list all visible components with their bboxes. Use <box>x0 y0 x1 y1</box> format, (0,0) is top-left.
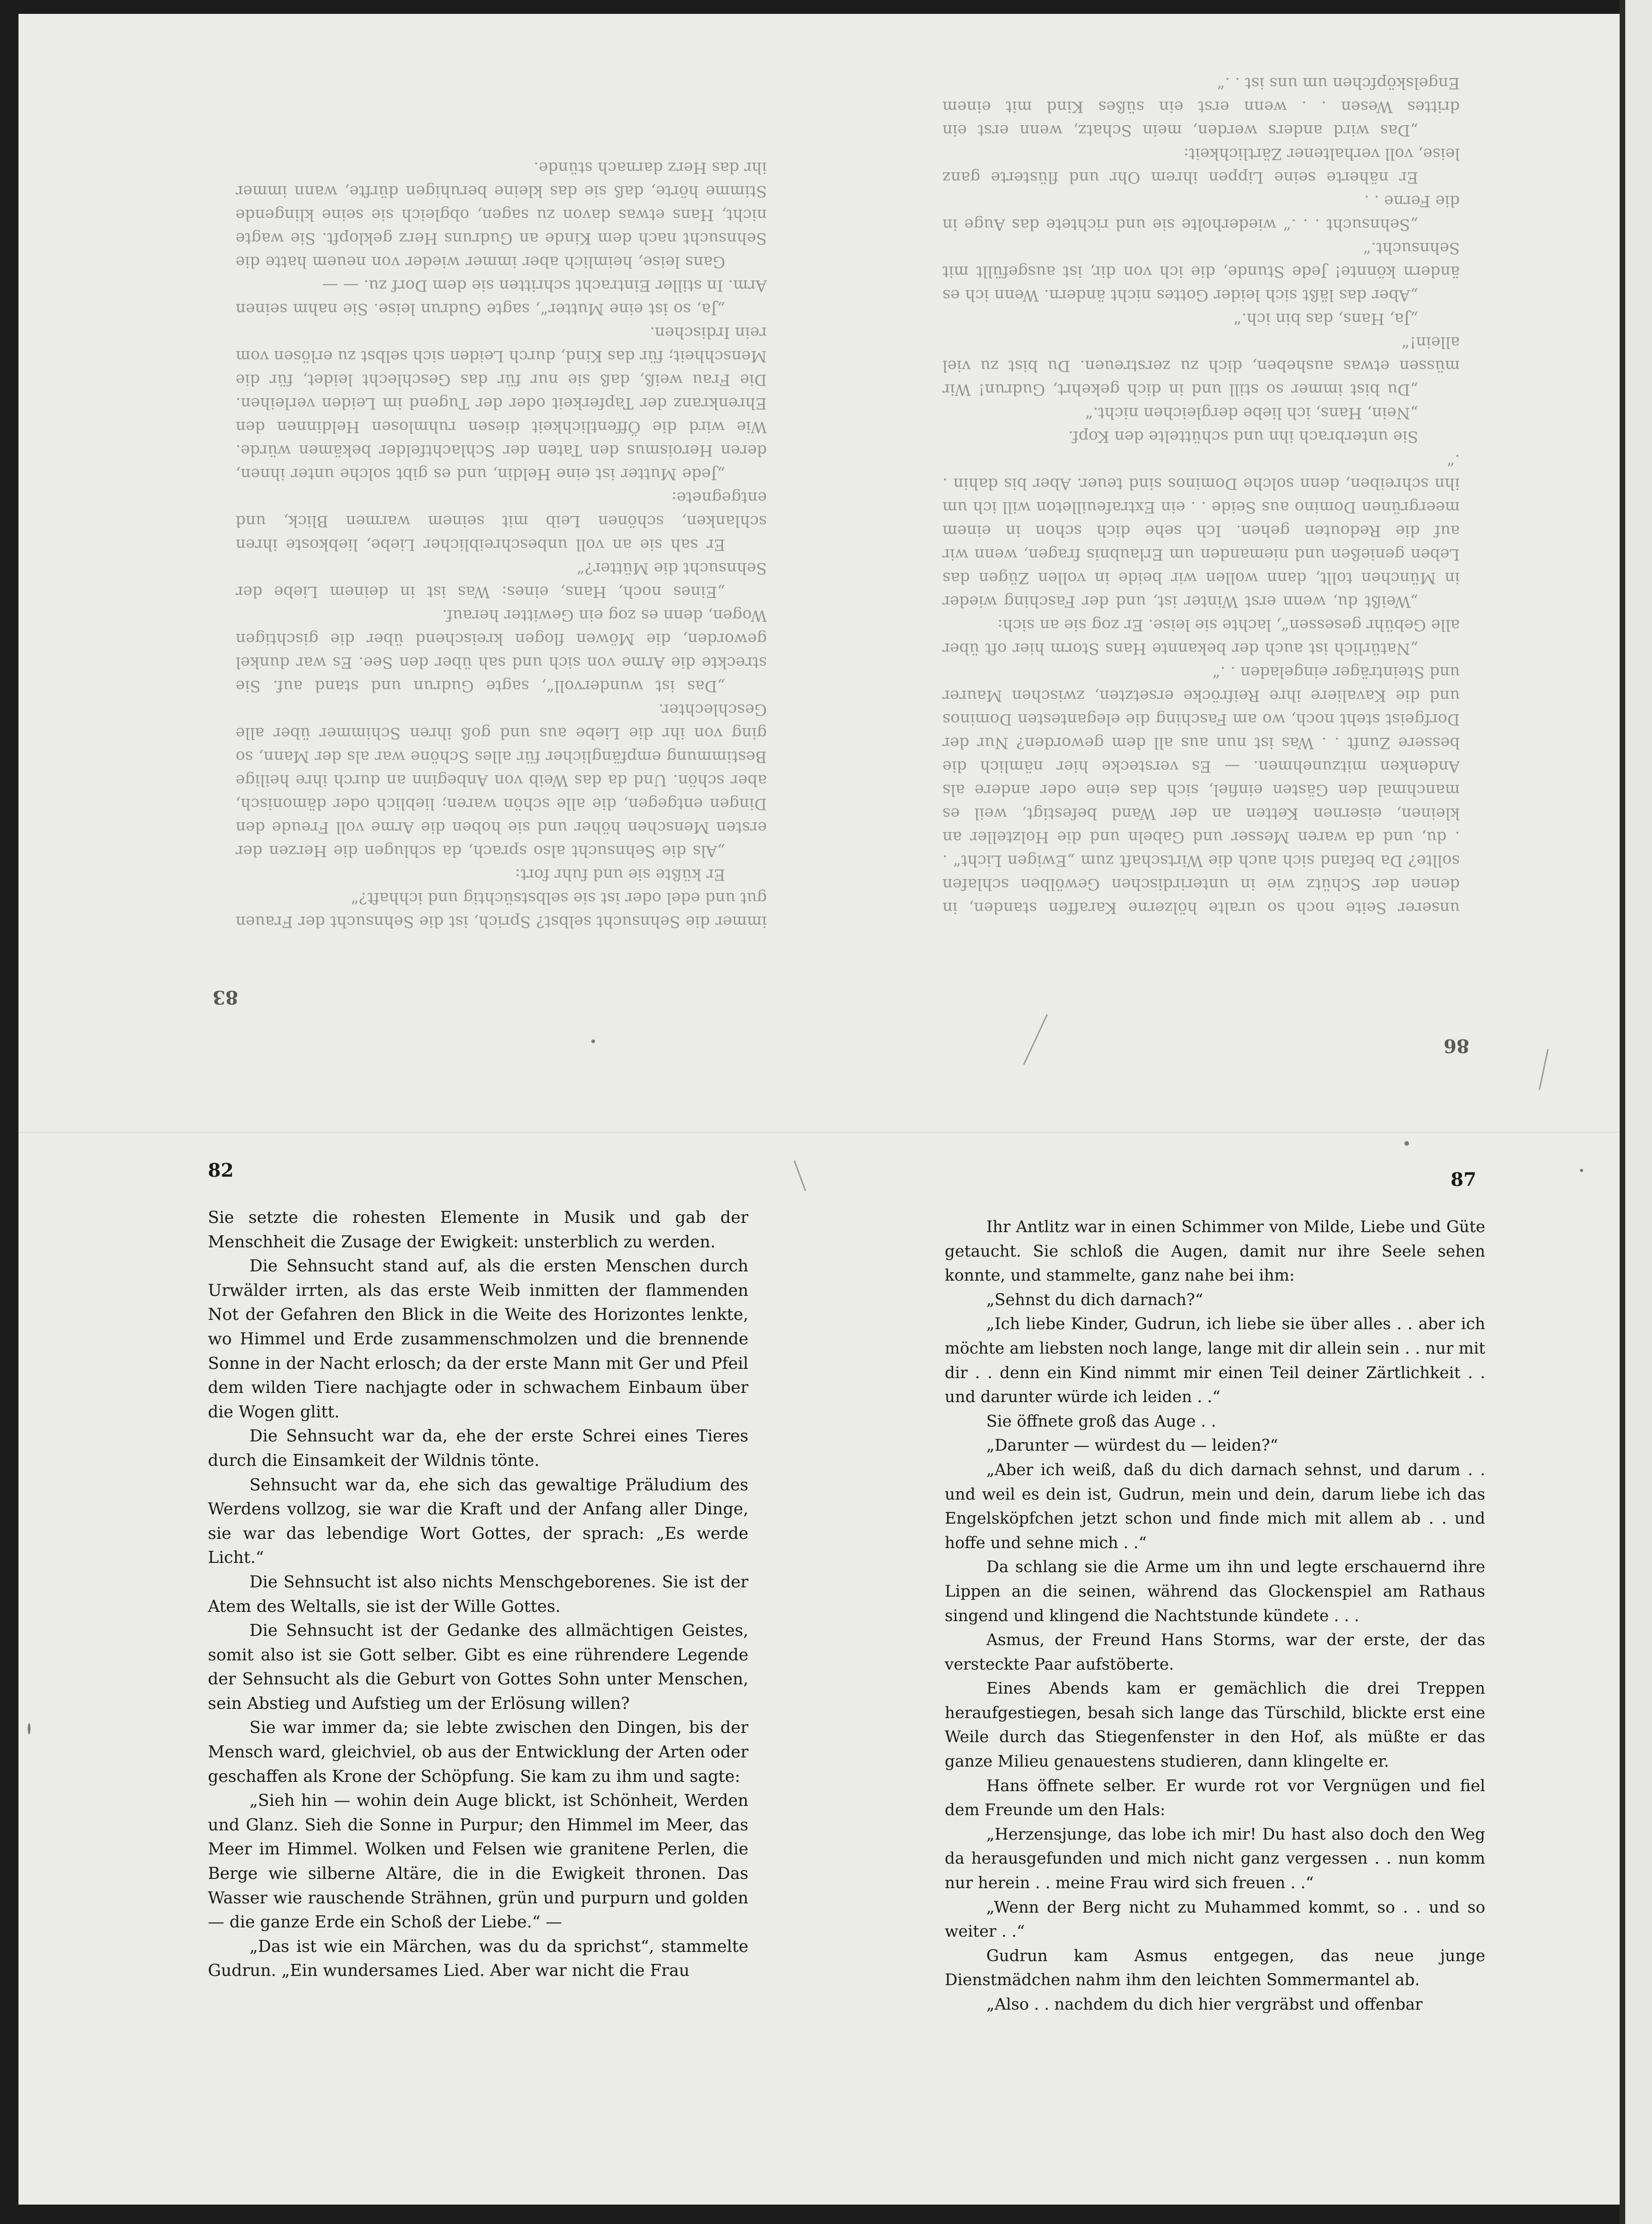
page-fold <box>18 1132 1620 1133</box>
paragraph: „Sehnst du dich darnach?“ <box>986 1290 1203 1309</box>
paragraph: Die Sehnsucht ist der Gedanke des allmächtigen Geistes, somit also ist sie Gott selber. Gibt es eine rührendere Legende der Sehnsucht als die Geburt von Gottes Sohn unter Menschen, sein Abstieg und Aufstieg um der Erlösung willen? <box>208 1621 748 1713</box>
scan-edge <box>1620 0 1652 2224</box>
scan-scratch <box>794 1161 806 1191</box>
lower-right-page <box>945 1215 1485 2139</box>
paragraph: „Als die Sehnsucht also sprach, da schlugen die Herzen der ersten Menschen höher und sie hoben die Arme voll Freude den Dingen entgegen, die alle schön waren; lieblich oder dämonisch, aber schön. Und da das Weib von Anbeginn an durch ihre heilige Bestimmung empfänglicher für alles Schöne war als der Mann, so ging von ihr die Liebe aus und goß ihren Schimmer über alle Geschlechter. <box>236 700 767 860</box>
lower-right-page-number: 87 <box>1451 1169 1476 1191</box>
paragraph: „Weißt du, wenn erst Winter ist, und der Fasching wieder in München tollt, dann wollen wir beide in vollen Zügen das Leben genießen und niemanden um Erlaubnis fragen, wenn wir auf die Redouten gehen. Ich sehe dich schon in einem meergrünen Domino aus Seide . . ein Extrafeuilleton will ich um ihn schreiben, denn solche Dominos sind teuer. Aber bis dahin . .“ <box>942 451 1460 611</box>
paragraph: „Natürlich ist auch der bekannte Hans Storm hier oft über alle Gebühr gesessen“, lachte sie leise. Er zog sie an sich: <box>942 616 1460 658</box>
paragraph: Er küßte sie und fuhr fort: <box>515 865 725 884</box>
lower-left-page <box>208 1206 748 2130</box>
paragraph: Ihr Antlitz war in einen Schimmer von Milde, Liebe und Güte getaucht. Sie schloß die Augen, damit nur ihre Seele sehen konnte, und stammelte, ganz nahe bei ihm: <box>945 1218 1485 1285</box>
paragraph: Die Sehnsucht ist also nichts Menschgeborenes. Sie ist der Atem des Weltalls, sie ist der Wille Gottes. <box>208 1572 748 1616</box>
paragraph: „Darunter — würdest du — leiden?“ <box>986 1436 1278 1455</box>
paragraph: „Jede Mutter ist eine Heldin, und es gibt solche unter ihnen, deren Heroismus den Taten der Schlachtfelder bekämen würde. Wie wird die Öffentlichkeit diesen ruhmlosen Heldinnen den Ehrenkranz der Tapferkeit oder der Tugend im Leiden verleihen. Die Frau weiß, daß sie nur für das Geschlecht leidet, für die Menschheit; für das Kind, durch Leiden sich selbst zu erlösen vom rein Irdischen. <box>236 323 767 483</box>
paragraph: „Das wird anders werden, mein Schatz, wenn erst ein drittes Wesen . . wenn erst ein süßes Kind mit einem Engelsköpfchen um uns ist . .“ <box>942 74 1460 140</box>
paragraph: Sehnsucht war da, ehe sich das gewaltige Präludium des Werdens vollzog, sie war die Kraft und der Anfang aller Dinge, sie war das lebendige Wort Gottes, der sprach: „Es werde Licht.“ <box>208 1475 748 1568</box>
paragraph: Hans öffnete selber. Er wurde rot vor Vergnügen und fiel dem Freunde um den Hals: <box>945 1776 1485 1820</box>
paragraph: „Also . . nachdem du dich hier vergräbst und offenbar <box>986 1995 1423 2014</box>
paragraph: unserer Seite noch so uralte hölzerne Karaffen standen, in denen der Schütz wie in unterirdischen Gewölben schlafen sollte? Da befand sich auch die Wirtschaft zum „Ewigen Licht“ . . du, und da waren Messer und Gabeln und die Holzteller an kleinen, eisernen Ketten an der Wand befestigt, weil es manchmal den Gästen einfiel, sich das eine oder andere als Andenken mitzunehmen. — Es verstecke hier nämlich die bessere Zunft . . Was ist nun aus all dem geworden? Nur der Dorfgeist steht noch, wo am Fasching die elegantesten Dominos und die Kavaliere ihre Reifröcke ersetzten, zwischen Maurer und Steinträger eingeladen . .“ <box>942 663 1460 917</box>
lower-left-page-number: 82 <box>208 1160 234 1181</box>
paragraph: „Du bist immer so still und in dich gekehrt, Gudrun! Wir müssen etwas ausheben, dich zu zerstreuen. Du bist zu viel allein!“ <box>942 333 1460 399</box>
paragraph: Sie setzte die rohesten Elemente in Musik und gab der Menschheit die Zusage der Ewigkeit: unsterblich zu werden. <box>208 1208 748 1252</box>
upper-left-page <box>942 74 1460 919</box>
paragraph: Sie war immer da; sie lebte zwischen den Dingen, bis der Mensch ward, gleichviel, ob aus der Entwicklung der Arten oder geschaffen als Krone der Schöpfung. Sie kam zu ihm und sagte: <box>208 1718 748 1786</box>
paragraph: Gans leise, heimlich aber immer wieder von neuem hatte die Sehnsucht nach dem Kinde an Gudruns Herz geklopft. Sie wagte nicht, Hans etwas davon zu sagen, obgleich sie seine klingende Stimme hörte, daß sie das kleine beruhigen dürfte, wann immer ihr das Herz darnach stünde. <box>236 158 767 271</box>
paragraph: Er sah sie an voll unbeschreiblicher Liebe, liebkoste ihren schlanken, schönen Leib mit seinem warmen Blick, und entgegnete: <box>236 488 767 554</box>
paragraph: Eines Abends kam er gemächlich die drei Treppen heraufgestiegen, besah sich lange das Türschild, blickte erst eine Weile durch das Stiegenfenster in den Hof, als müßte er das ganze Milieu genauestens studieren, dann klingelte er. <box>945 1679 1485 1771</box>
paragraph: immer die Sehnsucht selbst? Sprich, ist die Sehnsucht der Frauen gut und edel oder ist sie selbstsüchtig und ichhaft?“ <box>236 889 767 931</box>
paragraph: Er näherte seine Lippen ihrem Ohr und flüsterte ganz leise, voll verhaltener Zärtlichkeit: <box>942 145 1460 187</box>
paragraph: Die Sehnsucht stand auf, als die ersten Menschen durch Urwälder irrten, als das erste Weib inmitten der flammenden Not der Gefahren den Blick in die Weite des Horizontes lenkte, wo Himmel und Erde zusammenschmolzen und die brennende Sonne in der Nacht erlosch; da der erste Mann mit Ger und Pfeil dem wilden Tiere nachjagte oder in schwachem Einbaum über die Wogen glitt. <box>208 1257 748 1422</box>
paragraph: „Sehnsucht . . .“ wiederholte sie und richtete das Auge in die Ferne . . <box>942 192 1460 234</box>
paragraph: Sie unterbrach ihn und schüttelte den Kopf. <box>1068 427 1418 446</box>
upper-right-page <box>236 129 767 933</box>
paragraph: „Aber ich weiß, daß du dich darnach sehnst, und darum . . und weil es dein ist, Gudrun, mein und dein, darum liebe ich das Engelsköpfchen jetzt schon und finde mich mit allem ab . . und hoffe und sehne mich . .“ <box>945 1460 1485 1552</box>
paragraph: Die Sehnsucht war da, ehe der erste Schrei eines Tieres durch die Einsamkeit der Wildnis tönte. <box>208 1427 748 1470</box>
paragraph: „Wenn der Berg nicht zu Muhammed kommt, so . . und so weiter . .“ <box>945 1898 1485 1941</box>
paragraph: Gudrun kam Asmus entgegen, das neue junge Dienstmädchen nahm ihm den leichten Sommermantel ab. <box>945 1946 1485 1990</box>
paragraph: „Eines noch, Hans, eines: Was ist in deinem Liebe der Sehnsucht die Mütter?“ <box>236 559 767 601</box>
upper-right-page-number: 86 <box>1444 1035 1470 1057</box>
scan-speck <box>1580 1169 1583 1172</box>
scanned-sheet <box>18 14 1620 2205</box>
paragraph: „Das ist wundervoll“, sagte Gudrun und stand auf. Sie streckte die Arme von sich und sah über den See. Es war dunkel geworden, die Möwen flogen kreischend über die gischtigen Wogen, denn es zog ein Gewitter herauf. <box>236 606 767 695</box>
upper-left-page-number: 83 <box>213 986 238 1008</box>
paragraph: Da schlang sie die Arme um ihn und legte erschauernd ihre Lippen an die seinen, während das Glockenspiel am Rathaus singend und klingend die Nachtstunde kündete . . . <box>945 1558 1485 1625</box>
paragraph: „Nein, Hans, ich liebe dergleichen nicht.“ <box>1085 404 1418 422</box>
scan-speck <box>591 1039 595 1043</box>
paragraph: „Ich liebe Kinder, Gudrun, ich liebe sie über alles . . aber ich möchte am liebsten noch lange, lange mit dir allein sein . . nur mit dir . . denn ein Kind nimmt mir einen Teil deiner Zärtlichkeit . . und darunter würde ich leiden . .“ <box>945 1315 1485 1407</box>
paragraph: „Ja, so ist eine Mutter“, sagte Gudrun leise. Sie nahm seinen Arm. In stiller Eintracht schritten sie dem Dorf zu. — — <box>236 276 767 318</box>
scan-speck <box>28 1723 30 1734</box>
paragraph: „Aber das läßt sich leider Gottes nicht ändern. Wenn ich es ändern könnte! Jede Stunde, die ich von dir, ist ausgefüllt mit Sehnsucht.“ <box>942 239 1460 304</box>
paragraph: Asmus, der Freund Hans Storms, war der erste, der das versteckte Paar aufstöberte. <box>945 1631 1485 1674</box>
paragraph: „Ja, Hans, das bin ich.“ <box>1233 310 1418 328</box>
scan-edge-line <box>1620 0 1625 2224</box>
paragraph: „Sieh hin — wohin dein Auge blickt, ist Schönheit, Werden und Glanz. Sieh die Sonne in Purpur; den Himmel im Meer, das Meer im Himmel. Wolken und Felsen wie granitene Perlen, die Berge wie silberne Altäre, die in die Ewigkeit thronen. Das Wasser wie rauschende Strähnen, grün und purpurn und golden — die ganze Erde ein Schoß der Liebe.“ — <box>208 1791 748 1932</box>
paragraph: „Herzensjunge, das lobe ich mir! Du hast also doch den Weg da herausgefunden und mich nicht ganz vergessen . . nun komm nur herein . . meine Frau wird sich freuen . .“ <box>945 1825 1485 1893</box>
scan-speck <box>1404 1141 1409 1146</box>
paragraph: Sie öffnete groß das Auge . . <box>986 1412 1216 1431</box>
scan-scratch <box>1539 1049 1549 1090</box>
scan-scratch <box>1023 1014 1048 1065</box>
paragraph: „Das ist wie ein Märchen, was du da sprichst“, stammelte Gudrun. „Ein wundersames Lied. Aber war nicht die Frau <box>208 1937 748 1981</box>
